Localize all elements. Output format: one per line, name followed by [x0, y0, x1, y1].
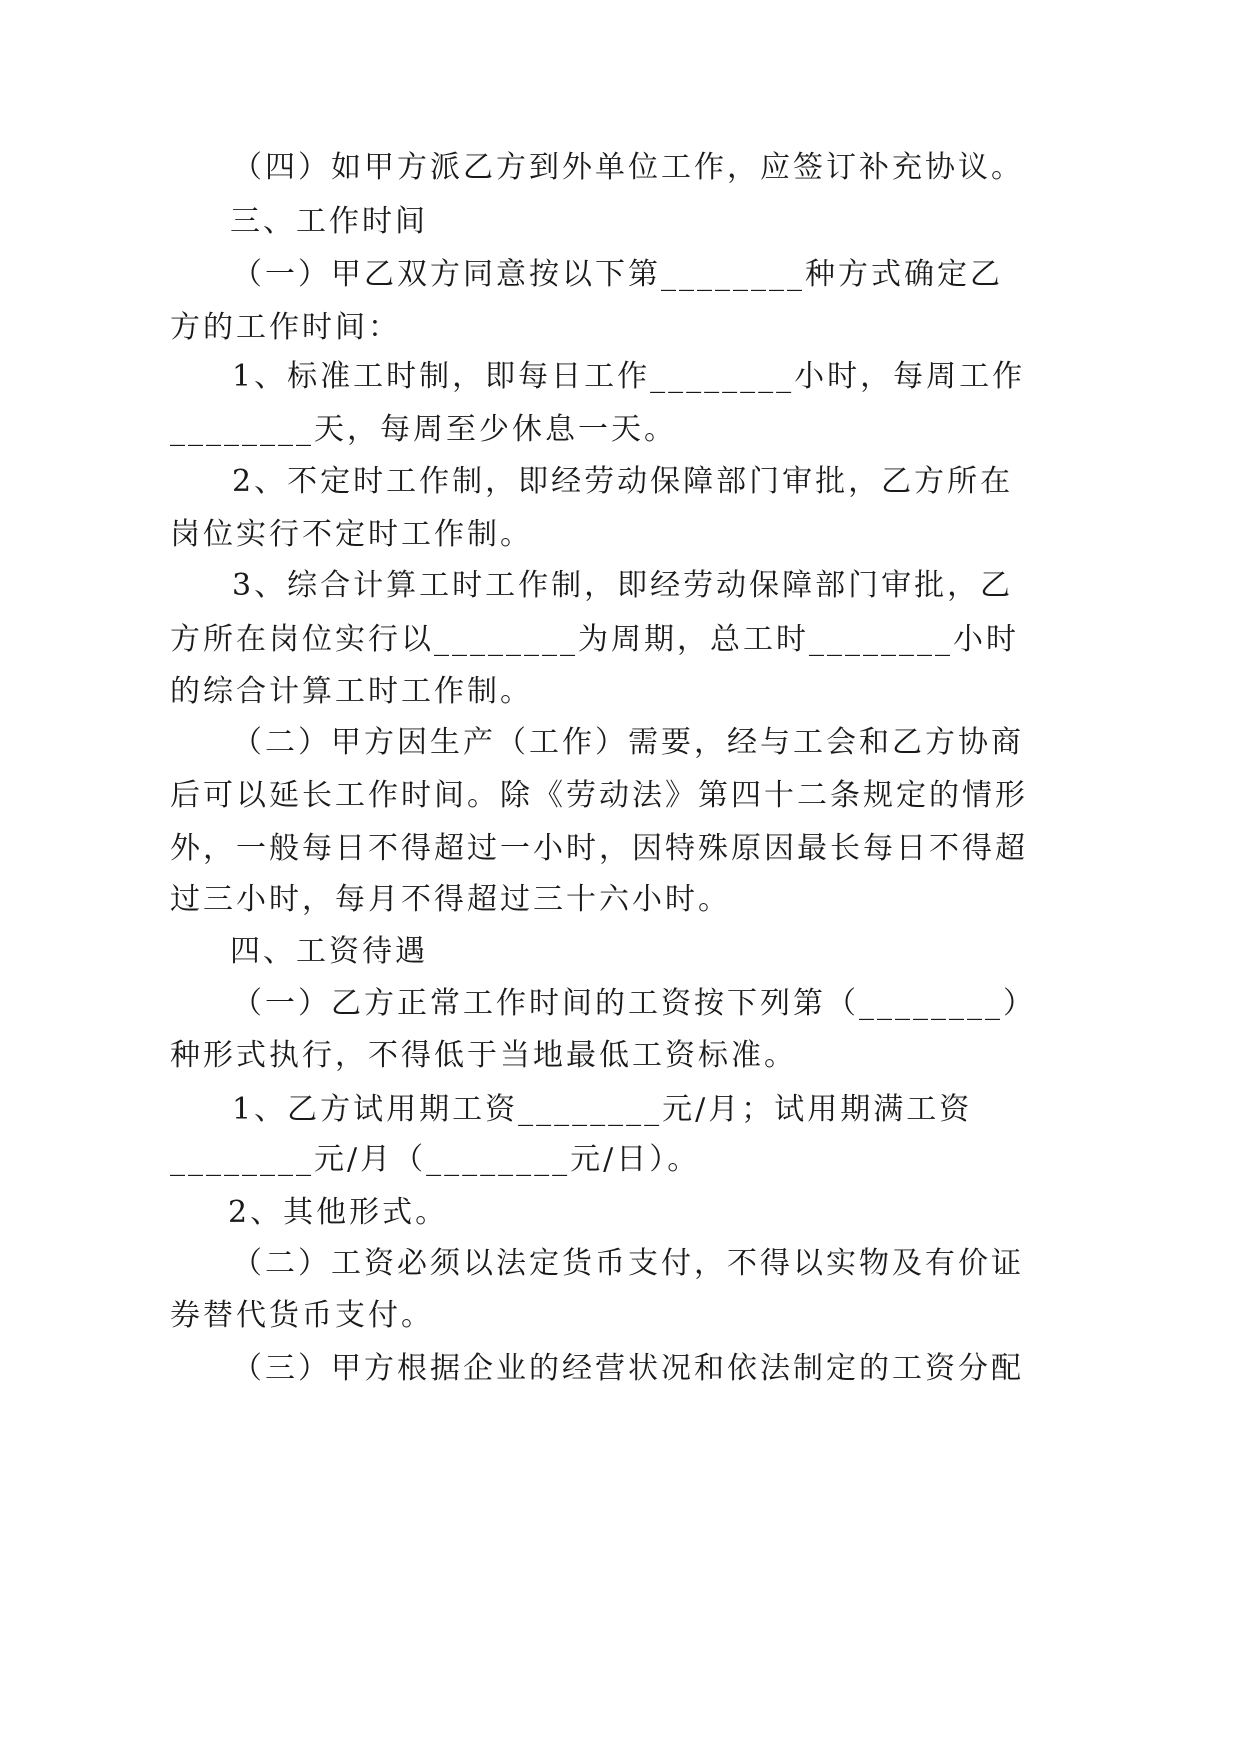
standard-hours-line-1: 1、标准工时制，即每日工作________小时，每周工作: [232, 359, 1026, 394]
comprehensive-hours-line-2: 方所在岗位实行以________为周期，总工时________小时: [170, 622, 1019, 657]
clause-1-work-time-line-1: （一）甲乙双方同意按以下第________种方式确定乙: [232, 257, 1003, 292]
clause-4-assignment: （四）如甲方派乙方到外单位工作，应签订补充协议。: [232, 150, 1024, 185]
wages-clause-1-line-1: （一）乙方正常工作时间的工资按下列第（________）: [232, 986, 1036, 1021]
probation-wage-line-2: ________元/月（________元/日）。: [170, 1142, 701, 1177]
clause-2-overtime-line-4: 过三小时，每月不得超过三十六小时。: [170, 882, 731, 917]
clause-2-overtime-line-1: （二）甲方因生产（工作）需要，经与工会和乙方协商: [232, 725, 1024, 760]
wages-clause-2-line-1: （二）工资必须以法定货币支付，不得以实物及有价证: [232, 1246, 1024, 1281]
wages-clause-2-line-2: 券替代货币支付。: [170, 1298, 434, 1333]
flexible-hours-line-2: 岗位实行不定时工作制。: [170, 517, 533, 552]
comprehensive-hours-line-3: 的综合计算工时工作制。: [170, 674, 533, 709]
standard-hours-line-2: ________天，每周至少休息一天。: [170, 412, 677, 447]
comprehensive-hours-line-1: 3、综合计算工时工作制，即经劳动保障部门审批，乙: [232, 568, 1014, 603]
clause-1-work-time-line-2: 方的工作时间：: [170, 310, 401, 345]
flexible-hours-line-1: 2、不定时工作制，即经劳动保障部门审批，乙方所在: [232, 464, 1014, 499]
clause-2-overtime-line-3: 外，一般每日不得超过一小时，因特殊原因最长每日不得超: [170, 831, 1028, 866]
section-heading-work-time: 三、工作时间: [230, 204, 428, 239]
clause-2-overtime-line-2: 后可以延长工作时间。除《劳动法》第四十二条规定的情形: [170, 778, 1028, 813]
wages-clause-1-line-2: 种形式执行，不得低于当地最低工资标准。: [170, 1038, 797, 1073]
wages-clause-3-line-1: （三）甲方根据企业的经营状况和依法制定的工资分配: [232, 1351, 1024, 1386]
section-heading-wages: 四、工资待遇: [230, 934, 428, 969]
probation-wage-line-1: 1、乙方试用期工资________元/月；试用期满工资: [232, 1092, 973, 1127]
other-forms-line: 2、其他形式。: [228, 1195, 449, 1230]
